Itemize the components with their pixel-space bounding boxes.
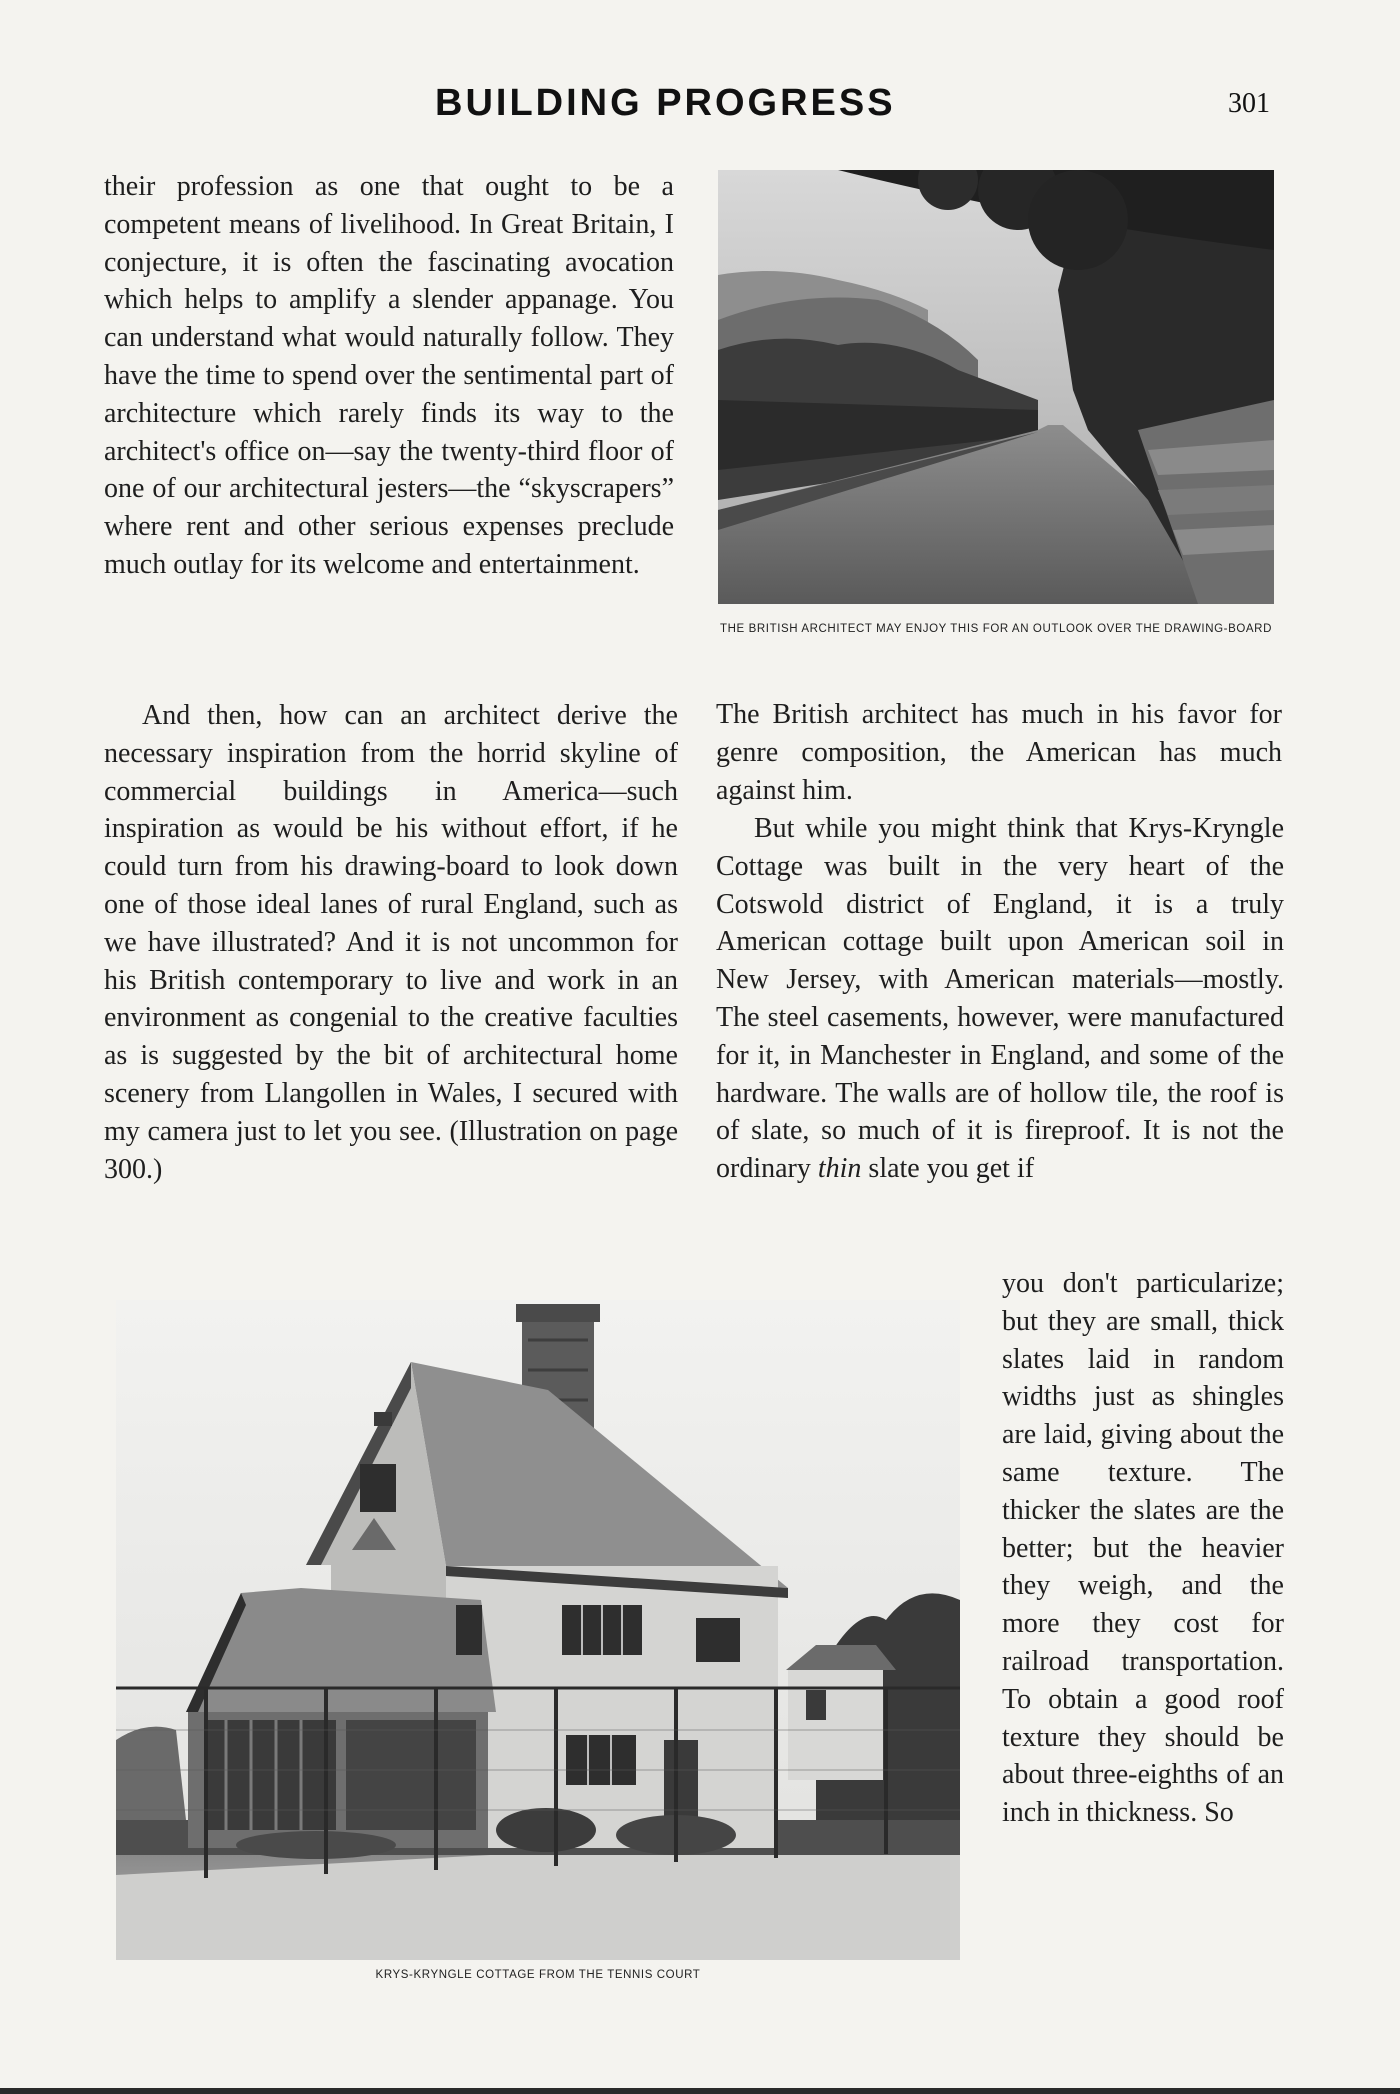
running-title: BUILDING PROGRESS — [435, 82, 896, 124]
cottage-photo-caption: KRYS-KRYNGLE COTTAGE FROM THE TENNIS COURT — [375, 1969, 701, 1981]
right-paragraph-1: The British architect has much in his favor for genre composition, the American has much against him. — [716, 699, 1282, 806]
left-paragraph-1: their profession as one that ought to be a competent means of livelihood. In Great Britain, I conjecture, it is often the fascinating avocation which helps to amplify a slender appanage. You can understand what would naturally follow. They have the time to spend over the sentimental part of architecture which rarely finds its way to the architect's office on—say the twenty-third floor of one of our architectural jesters—the “skyscrapers” where rent and other serious expenses preclude much outlay for its welcome and entertainment. — [104, 171, 674, 580]
left-paragraph-2: And then, how can an architect derive the necessary inspiration from the horrid skyline of commercial buildings in America—such inspiration as would be his without effort, if he could turn from his drawing-board to look down one of those ideal lanes of rural England, such as we have illustrated? And it is not uncommon for his British contemporary to live and work in an environment as congenial to the creative faculties as is suggested by the bit of architectural home scenery from Llangollen in Wales, I secured with my camera just to let you see. (Illustration on page 300.) — [104, 700, 678, 1185]
italic-word: thin — [817, 1153, 862, 1185]
lane-photo-caption: THE BRITISH ARCHITECT MAY ENJOY THIS FOR AN OUTLOOK OVER THE DRAWING-BOARD — [720, 623, 1272, 635]
right-narrow-paragraph: you don't particularize; but they are small, thick slates laid in random widths just as shingles are laid, giving about the same texture. The thicker the slates are the better; but the heavier they weigh, and the more they cost for railroad transportation. To obtain a good roof texture they should be about three-eighths of an inch in thickness. So — [1002, 1268, 1284, 1829]
cottage-photo — [116, 1300, 960, 1960]
page-number: 301 — [1228, 88, 1270, 119]
right-paragraph-2 — [716, 810, 1284, 1188]
right-paragraph-2-text: But while you might think that Krys-Kryngle Cottage was built in the very heart of the Cotswold district of England, it is a truly American cottage built upon American soil in New Jersey, with American materials—mostly. The steel casements, however, were manufactured for it, in Manchester in England, and some of the hardware. The walls are of hollow tile, the roof is of slate, so much of it is fireproof. It is not the ordinary — [716, 813, 1284, 1185]
right-paragraph-2-end: slate you get if — [868, 1153, 1035, 1185]
lane-photo — [718, 170, 1274, 604]
bottom-edge — [0, 2088, 1400, 2094]
